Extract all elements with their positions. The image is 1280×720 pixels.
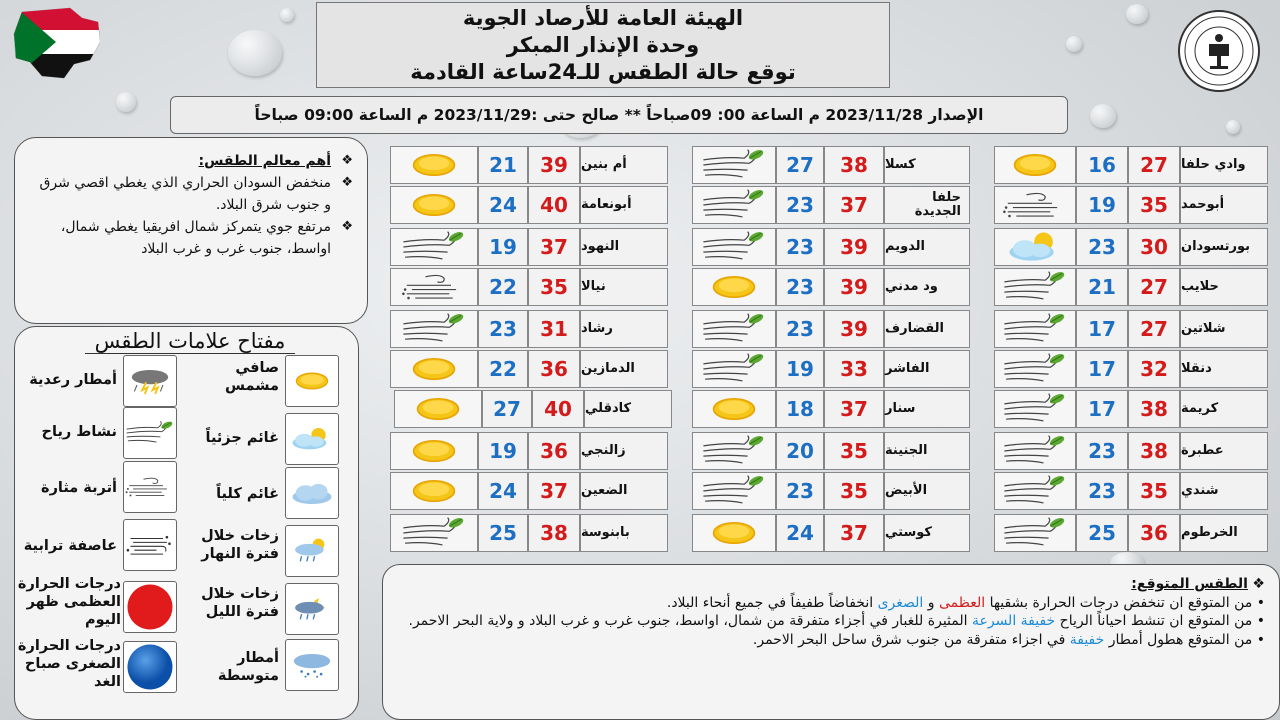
- min-temperature: 23: [776, 310, 824, 348]
- sun-icon: [390, 186, 478, 224]
- key-label: أتربة مثارة: [41, 480, 117, 496]
- city-name: أبونعامة: [580, 186, 668, 224]
- city-name: دنقلا: [1180, 350, 1268, 388]
- max-temperature: 31: [528, 310, 580, 348]
- min-temperature: 17: [1076, 350, 1128, 388]
- city-name: حلفا الجديدة: [884, 186, 970, 224]
- blue-circle-icon: [123, 641, 177, 693]
- min-temperature: 19: [478, 432, 528, 470]
- rain-icon: [285, 639, 339, 691]
- city-name: وادي حلفا: [1180, 146, 1268, 184]
- max-temperature: 35: [824, 432, 884, 470]
- city-name: أبوحمد: [1180, 186, 1268, 224]
- key-label: نشاط رياح: [41, 424, 117, 440]
- min-temperature: 20: [776, 432, 824, 470]
- key-label: أمطار متوسطة: [217, 650, 279, 684]
- max-temperature: 39: [824, 268, 884, 306]
- min-temperature: 17: [1076, 310, 1128, 348]
- key-label: غائم كلياً: [216, 486, 279, 502]
- max-temperature: 37: [528, 472, 580, 510]
- header-title-box: [316, 2, 890, 88]
- city-name: شندي: [1180, 472, 1268, 510]
- key-label: درجات الحرارة العظمى ظهر اليوم: [17, 576, 121, 628]
- city-name: الأبيض: [884, 472, 970, 510]
- city-name: كادقلي: [584, 390, 672, 428]
- authority-title: الهيئة العامة للأرصاد الجوية: [462, 6, 744, 30]
- partly-cloudy-icon: [285, 413, 339, 465]
- key-label: عاصفة ترابية: [23, 538, 117, 554]
- sun-icon: [390, 146, 478, 184]
- min-temperature: 23: [1076, 432, 1128, 470]
- weather-features-box: [14, 137, 368, 324]
- max-temperature: 37: [528, 228, 580, 266]
- wind-icon: [994, 310, 1076, 348]
- city-name: ود مدني: [884, 268, 970, 306]
- wind-icon: [994, 432, 1076, 470]
- wind-icon: [692, 186, 776, 224]
- city-name: كريمة: [1180, 390, 1268, 428]
- red-circle-icon: [123, 581, 177, 633]
- max-temperature: 33: [824, 350, 884, 388]
- city-name: الخرطوم: [1180, 514, 1268, 552]
- max-temperature: 36: [528, 432, 580, 470]
- min-temperature: 24: [478, 472, 528, 510]
- dust-icon: [994, 186, 1076, 224]
- city-name: عطبرة: [1180, 432, 1268, 470]
- min-temperature: 23: [478, 310, 528, 348]
- min-temperature: 21: [1076, 268, 1128, 306]
- key-title: مفتاح علامات الطقس: [85, 329, 295, 354]
- city-name: حلايب: [1180, 268, 1268, 306]
- night-showers-icon: [285, 583, 339, 635]
- max-temperature: 35: [1128, 472, 1180, 510]
- max-temperature: 27: [1128, 310, 1180, 348]
- weather-key-box: [14, 326, 359, 720]
- max-temperature: 30: [1128, 228, 1180, 266]
- sun-icon: [692, 268, 776, 306]
- max-temperature: 39: [824, 228, 884, 266]
- sun-icon: [692, 390, 776, 428]
- sun-icon: [994, 146, 1076, 184]
- min-temperature: 23: [776, 472, 824, 510]
- wind-icon: [994, 514, 1076, 552]
- max-temperature: 40: [532, 390, 584, 428]
- weather-feature-item: ❖ منخفض السودان الحراري الذي يغطي اقصي شرق و جنوب شرق البلاد.: [29, 172, 353, 216]
- city-name: الضعين: [580, 472, 668, 510]
- max-temperature: 37: [824, 390, 884, 428]
- weather-features-heading: ❖ أهم معالم الطقس:: [29, 150, 353, 172]
- city-name: القضارف: [884, 310, 970, 348]
- max-temperature: 38: [1128, 432, 1180, 470]
- max-temperature: 38: [528, 514, 580, 552]
- min-temperature: 25: [478, 514, 528, 552]
- wind-icon: [994, 472, 1076, 510]
- wind-icon: [390, 228, 478, 266]
- max-temperature: 36: [1128, 514, 1180, 552]
- min-temperature: 19: [478, 228, 528, 266]
- partly-cloudy-icon: [994, 228, 1076, 266]
- sun-icon: [390, 472, 478, 510]
- max-temperature: 35: [1128, 186, 1180, 224]
- day-showers-icon: [285, 525, 339, 577]
- max-temperature: 35: [528, 268, 580, 306]
- wind-icon: [692, 146, 776, 184]
- wind-icon: [390, 310, 478, 348]
- max-temperature: 39: [824, 310, 884, 348]
- max-temperature: 35: [824, 472, 884, 510]
- thunderstorm-icon: [123, 355, 177, 407]
- wind-icon: [994, 268, 1076, 306]
- max-temperature: 38: [824, 146, 884, 184]
- wind-icon: [390, 514, 478, 552]
- min-temperature: 17: [1076, 390, 1128, 428]
- min-temperature: 23: [776, 268, 824, 306]
- wind-icon: [692, 310, 776, 348]
- city-name: الدمازين: [580, 350, 668, 388]
- max-temperature: 38: [1128, 390, 1180, 428]
- diamond-bullet-icon: ❖: [341, 153, 353, 168]
- issue-validity-bar: [170, 96, 1068, 134]
- dust-icon: [390, 268, 478, 306]
- min-temperature: 22: [478, 350, 528, 388]
- forecast-item: • من المتوقع هطول أمطار خفيفة في اجزاء متفرقة من جنوب شرق ساحل البحر الاحمر.: [752, 631, 1265, 648]
- city-name: نيالا: [580, 268, 668, 306]
- min-temperature: 23: [1076, 472, 1128, 510]
- unit-title: وحدة الإنذار المبكر: [506, 33, 700, 57]
- issue-text: الإصدار 2023/11/28 م الساعة 00: 09صباحاً ** صالح حتى :2023/11/29 م الساعة 09:00 صباحاً: [254, 106, 984, 124]
- min-temperature: 27: [776, 146, 824, 184]
- max-temperature: 27: [1128, 146, 1180, 184]
- sun-icon: [285, 355, 339, 407]
- wind-icon: [692, 472, 776, 510]
- dust-storm-icon: [123, 519, 177, 571]
- max-temperature: 39: [528, 146, 580, 184]
- forecast-item: • من المتوقع ان تنشط احياناً الرياح خفيفة السرعة المثيرة للغبار في أجزاء متفرقة من شمال، اواسط، جنوب غرب و غرب البلاد و ولاية البحر الاحمر.: [408, 613, 1265, 629]
- city-name: رشاد: [580, 310, 668, 348]
- expected-weather-box: [382, 564, 1280, 720]
- min-temperature: 19: [776, 350, 824, 388]
- wind-icon: [994, 350, 1076, 388]
- key-label: أمطار رعدية: [29, 372, 117, 388]
- min-temperature: 19: [1076, 186, 1128, 224]
- key-label: درجات الحرارة الصغرى صباح الغد: [17, 638, 121, 690]
- min-temperature: 18: [776, 390, 824, 428]
- min-temperature: 23: [776, 186, 824, 224]
- cloudy-icon: [285, 467, 339, 519]
- wind-icon: [692, 350, 776, 388]
- min-temperature: 23: [1076, 228, 1128, 266]
- sun-icon: [390, 350, 478, 388]
- weather-feature-item: ❖ مرتفع جوي يتمركز شمال افريقيا يغطي شمال، اواسط، جنوب غرب و غرب البلاد: [29, 216, 353, 260]
- forecast-title: توقع حالة الطقس للـ24ساعة القادمة: [410, 60, 796, 84]
- city-name: كسلا: [884, 146, 970, 184]
- city-name: أم بنين: [580, 146, 668, 184]
- max-temperature: 27: [1128, 268, 1180, 306]
- wind-icon: [123, 407, 177, 459]
- city-name: الجنينة: [884, 432, 970, 470]
- sudan-flag-icon: [12, 4, 100, 80]
- city-name: النهود: [580, 228, 668, 266]
- min-temperature: 24: [776, 514, 824, 552]
- min-temperature: 21: [478, 146, 528, 184]
- city-name: سنار: [884, 390, 970, 428]
- key-label: زخات خلال فترة النهار: [201, 528, 279, 562]
- wind-icon: [994, 390, 1076, 428]
- sun-icon: [390, 432, 478, 470]
- city-name: الفاشر: [884, 350, 970, 388]
- min-temperature: 22: [478, 268, 528, 306]
- meteorological-authority-logo: [1178, 10, 1260, 92]
- min-temperature: 23: [776, 228, 824, 266]
- forecast-item: • من المتوقع ان تنخفض درجات الحرارة بشقيها العظمى و الصغرى انخفاضاً طفيفاً في جميع أنحاء البلاد.: [666, 594, 1265, 611]
- max-temperature: 40: [528, 186, 580, 224]
- city-name: الدويم: [884, 228, 970, 266]
- dust-icon: [123, 461, 177, 513]
- wind-icon: [692, 432, 776, 470]
- city-name: شلاتين: [1180, 310, 1268, 348]
- min-temperature: 24: [478, 186, 528, 224]
- city-name: بابنوسة: [580, 514, 668, 552]
- key-label: زخات خلال فترة الليل: [201, 586, 279, 620]
- city-name: زالنجي: [580, 432, 668, 470]
- key-label: غائم جزئياً: [205, 430, 279, 446]
- min-temperature: 27: [482, 390, 532, 428]
- diamond-bullet-icon: ❖: [341, 175, 353, 190]
- max-temperature: 37: [824, 186, 884, 224]
- min-temperature: 25: [1076, 514, 1128, 552]
- city-name: بورتسودان: [1180, 228, 1268, 266]
- sun-icon: [394, 390, 482, 428]
- max-temperature: 36: [528, 350, 580, 388]
- max-temperature: 32: [1128, 350, 1180, 388]
- city-name: كوستي: [884, 514, 970, 552]
- min-temperature: 16: [1076, 146, 1128, 184]
- wind-icon: [692, 228, 776, 266]
- diamond-bullet-icon: ❖: [341, 219, 353, 234]
- sun-icon: [692, 514, 776, 552]
- max-temperature: 37: [824, 514, 884, 552]
- key-label: صافي مشمس: [225, 360, 279, 394]
- diamond-bullet-icon: ❖: [1247, 576, 1265, 592]
- expected-weather-heading: ❖ الطقس المتوقع:: [1131, 576, 1265, 592]
